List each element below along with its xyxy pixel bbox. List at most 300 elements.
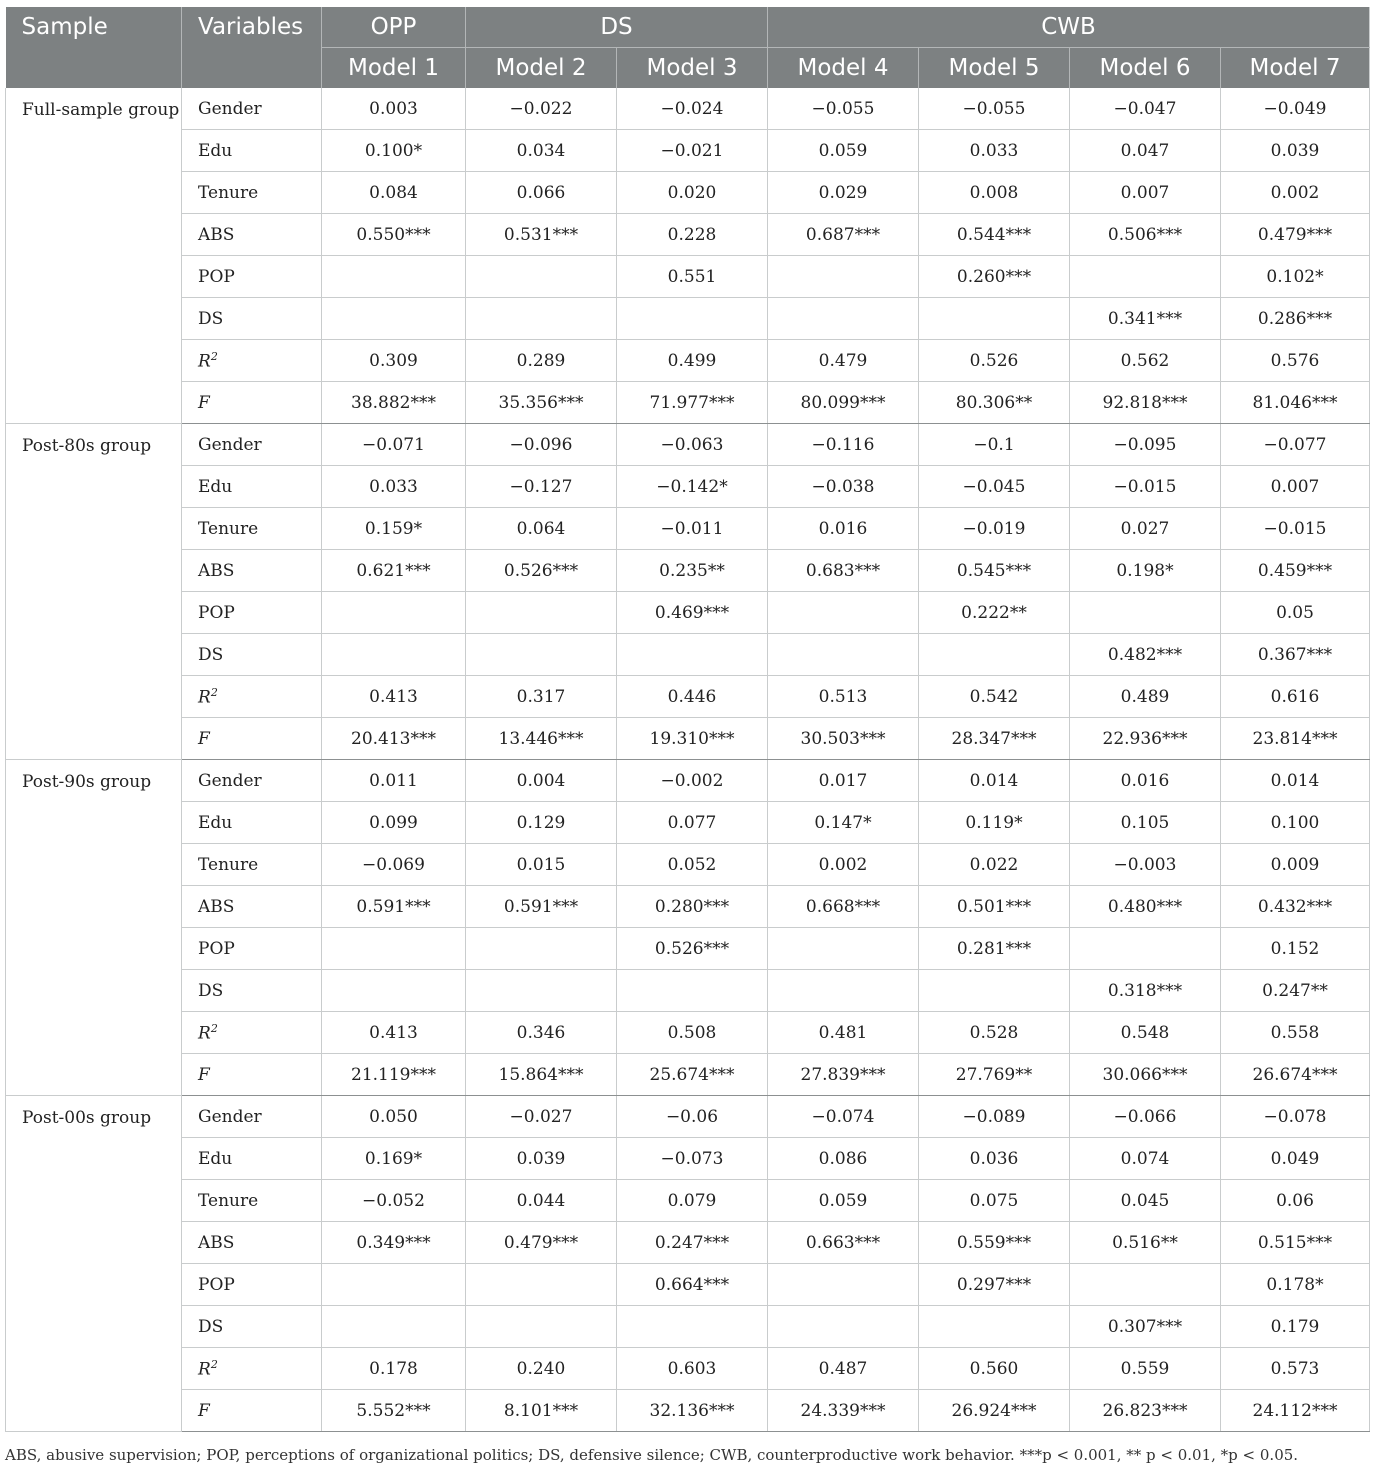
- value-cell: [466, 592, 617, 634]
- value-cell: 0.307***: [1070, 1306, 1221, 1348]
- value-cell: 80.306**: [919, 382, 1070, 424]
- value-cell: 0.119*: [919, 802, 1070, 844]
- value-cell: 27.839***: [768, 1054, 919, 1096]
- value-cell: 0.531***: [466, 214, 617, 256]
- value-cell: −0.074: [768, 1096, 919, 1138]
- value-cell: [1070, 928, 1221, 970]
- table-row: [6, 1180, 1370, 1222]
- value-cell: 0.469***: [617, 592, 768, 634]
- value-cell: 0.079: [617, 1180, 768, 1222]
- regression-table: [5, 7, 1370, 1432]
- sample-group-label: Post-80s group: [6, 424, 182, 760]
- value-cell: 0.559***: [919, 1222, 1070, 1264]
- variable-label: Edu: [182, 1138, 322, 1180]
- value-cell: [768, 1306, 919, 1348]
- value-cell: −0.1: [919, 424, 1070, 466]
- value-cell: 25.674***: [617, 1054, 768, 1096]
- value-cell: 0.513: [768, 676, 919, 718]
- value-cell: 0.034: [466, 130, 617, 172]
- value-cell: [322, 1264, 466, 1306]
- variable-label: $R^2$: [182, 340, 322, 382]
- value-cell: 13.446***: [466, 718, 617, 760]
- value-cell: [617, 1306, 768, 1348]
- value-cell: 30.066***: [1070, 1054, 1221, 1096]
- value-cell: [1070, 1264, 1221, 1306]
- value-cell: 0.664***: [617, 1264, 768, 1306]
- table-row: [6, 634, 1370, 676]
- value-cell: 0.515***: [1221, 1222, 1370, 1264]
- variable-label: POP: [182, 1264, 322, 1306]
- value-cell: −0.047: [1070, 88, 1221, 130]
- value-cell: 0.550***: [322, 214, 466, 256]
- value-cell: 0.045: [1070, 1180, 1221, 1222]
- value-cell: 0.014: [919, 760, 1070, 802]
- value-cell: 71.977***: [617, 382, 768, 424]
- value-cell: 0.616: [1221, 676, 1370, 718]
- value-cell: 0.280***: [617, 886, 768, 928]
- table-row: [6, 1054, 1370, 1096]
- value-cell: [466, 970, 617, 1012]
- value-cell: 0.100: [1221, 802, 1370, 844]
- variable-label: ABS: [182, 550, 322, 592]
- value-cell: 0.05: [1221, 592, 1370, 634]
- value-cell: 0.687***: [768, 214, 919, 256]
- value-cell: 0.004: [466, 760, 617, 802]
- variable-label: POP: [182, 928, 322, 970]
- value-cell: [1070, 592, 1221, 634]
- variable-label: DS: [182, 634, 322, 676]
- value-cell: 0.506***: [1070, 214, 1221, 256]
- value-cell: 81.046***: [1221, 382, 1370, 424]
- header-group-cwb: CWB: [768, 7, 1370, 48]
- value-cell: 0.432***: [1221, 886, 1370, 928]
- table-row: [6, 1222, 1370, 1264]
- value-cell: 0.479***: [1221, 214, 1370, 256]
- table-row: [6, 424, 1370, 466]
- value-cell: 20.413***: [322, 718, 466, 760]
- value-cell: 24.339***: [768, 1390, 919, 1432]
- table-row: [6, 1306, 1370, 1348]
- value-cell: 0.014: [1221, 760, 1370, 802]
- value-cell: −0.077: [1221, 424, 1370, 466]
- variable-label: $R^2$: [182, 1012, 322, 1054]
- value-cell: 0.349***: [322, 1222, 466, 1264]
- variable-label: DS: [182, 970, 322, 1012]
- table-row: [6, 844, 1370, 886]
- value-cell: 0.222**: [919, 592, 1070, 634]
- value-cell: 0.039: [1221, 130, 1370, 172]
- header-model-6: Model 6: [1070, 48, 1221, 89]
- table-row: [6, 1138, 1370, 1180]
- value-cell: 21.119***: [322, 1054, 466, 1096]
- value-cell: −0.096: [466, 424, 617, 466]
- value-cell: 0.178: [322, 1348, 466, 1390]
- value-cell: −0.015: [1221, 508, 1370, 550]
- table-row: [6, 970, 1370, 1012]
- value-cell: [919, 1306, 1070, 1348]
- value-cell: −0.027: [466, 1096, 617, 1138]
- sample-group-label: Full-sample group: [6, 88, 182, 424]
- value-cell: 0.084: [322, 172, 466, 214]
- variable-label: DS: [182, 298, 322, 340]
- table-row: [6, 130, 1370, 172]
- value-cell: 0.105: [1070, 802, 1221, 844]
- value-cell: 0.260***: [919, 256, 1070, 298]
- table-row: [6, 1348, 1370, 1390]
- value-cell: 0.228: [617, 214, 768, 256]
- value-cell: 0.029: [768, 172, 919, 214]
- value-cell: 0.011: [322, 760, 466, 802]
- variable-label: F: [182, 1054, 322, 1096]
- value-cell: 5.552***: [322, 1390, 466, 1432]
- value-cell: 0.100*: [322, 130, 466, 172]
- value-cell: −0.019: [919, 508, 1070, 550]
- table-row: [6, 1096, 1370, 1138]
- header-model-2: Model 2: [466, 48, 617, 89]
- value-cell: 0.020: [617, 172, 768, 214]
- table-row: [6, 340, 1370, 382]
- value-cell: 0.297***: [919, 1264, 1070, 1306]
- header-model-3: Model 3: [617, 48, 768, 89]
- variable-label: Gender: [182, 1096, 322, 1138]
- value-cell: −0.089: [919, 1096, 1070, 1138]
- table-row: [6, 382, 1370, 424]
- header-model-1: Model 1: [322, 48, 466, 89]
- variable-label: POP: [182, 592, 322, 634]
- value-cell: −0.038: [768, 466, 919, 508]
- header-model-5: Model 5: [919, 48, 1070, 89]
- value-cell: 80.099***: [768, 382, 919, 424]
- table-row: [6, 256, 1370, 298]
- value-cell: 0.317: [466, 676, 617, 718]
- value-cell: 0.562: [1070, 340, 1221, 382]
- value-cell: 0.576: [1221, 340, 1370, 382]
- table-row: [6, 1012, 1370, 1054]
- value-cell: 26.823***: [1070, 1390, 1221, 1432]
- value-cell: 22.936***: [1070, 718, 1221, 760]
- variable-label: Tenure: [182, 172, 322, 214]
- value-cell: [919, 298, 1070, 340]
- value-cell: 0.075: [919, 1180, 1070, 1222]
- variable-label: $R^2$: [182, 1348, 322, 1390]
- value-cell: 0.481: [768, 1012, 919, 1054]
- variable-label: F: [182, 718, 322, 760]
- variable-label: Tenure: [182, 1180, 322, 1222]
- value-cell: 0.480***: [1070, 886, 1221, 928]
- table-row: [6, 760, 1370, 802]
- value-cell: 0.077: [617, 802, 768, 844]
- variable-label: Gender: [182, 760, 322, 802]
- value-cell: 0.247**: [1221, 970, 1370, 1012]
- value-cell: 0.591***: [322, 886, 466, 928]
- value-cell: 0.099: [322, 802, 466, 844]
- variable-label: F: [182, 382, 322, 424]
- value-cell: 0.009: [1221, 844, 1370, 886]
- value-cell: 0.059: [768, 130, 919, 172]
- variable-label: Gender: [182, 88, 322, 130]
- value-cell: 0.102*: [1221, 256, 1370, 298]
- variable-label: Edu: [182, 466, 322, 508]
- value-cell: [322, 970, 466, 1012]
- value-cell: 0.147*: [768, 802, 919, 844]
- variable-label: Edu: [182, 802, 322, 844]
- value-cell: −0.002: [617, 760, 768, 802]
- value-cell: 0.247***: [617, 1222, 768, 1264]
- value-cell: 0.06: [1221, 1180, 1370, 1222]
- value-cell: −0.011: [617, 508, 768, 550]
- value-cell: 0.179: [1221, 1306, 1370, 1348]
- value-cell: 0.007: [1070, 172, 1221, 214]
- value-cell: 0.286***: [1221, 298, 1370, 340]
- table-row: [6, 676, 1370, 718]
- value-cell: 0.281***: [919, 928, 1070, 970]
- sample-group-label: Post-90s group: [6, 760, 182, 1096]
- value-cell: 24.112***: [1221, 1390, 1370, 1432]
- value-cell: 0.413: [322, 1012, 466, 1054]
- value-cell: [466, 1264, 617, 1306]
- value-cell: 0.064: [466, 508, 617, 550]
- value-cell: 0.526: [919, 340, 1070, 382]
- value-cell: 0.044: [466, 1180, 617, 1222]
- value-cell: 0.459***: [1221, 550, 1370, 592]
- value-cell: [1070, 256, 1221, 298]
- value-cell: −0.003: [1070, 844, 1221, 886]
- value-cell: 0.526***: [466, 550, 617, 592]
- value-cell: −0.022: [466, 88, 617, 130]
- value-cell: 15.864***: [466, 1054, 617, 1096]
- value-cell: 0.086: [768, 1138, 919, 1180]
- value-cell: 0.499: [617, 340, 768, 382]
- table-row: [6, 886, 1370, 928]
- value-cell: 0.235**: [617, 550, 768, 592]
- header-row-groups: [6, 7, 1370, 48]
- value-cell: 38.882***: [322, 382, 466, 424]
- value-cell: 0.489: [1070, 676, 1221, 718]
- value-cell: 0.022: [919, 844, 1070, 886]
- value-cell: 26.674***: [1221, 1054, 1370, 1096]
- value-cell: 0.007: [1221, 466, 1370, 508]
- value-cell: −0.015: [1070, 466, 1221, 508]
- value-cell: 0.074: [1070, 1138, 1221, 1180]
- value-cell: [768, 256, 919, 298]
- value-cell: 0.002: [1221, 172, 1370, 214]
- value-cell: 0.169*: [322, 1138, 466, 1180]
- variable-label: Edu: [182, 130, 322, 172]
- value-cell: 0.479***: [466, 1222, 617, 1264]
- table-body: [6, 88, 1370, 1432]
- value-cell: [466, 298, 617, 340]
- variable-label: ABS: [182, 886, 322, 928]
- value-cell: [617, 970, 768, 1012]
- value-cell: [322, 634, 466, 676]
- value-cell: 0.542: [919, 676, 1070, 718]
- value-cell: 0.668***: [768, 886, 919, 928]
- variable-label: ABS: [182, 1222, 322, 1264]
- value-cell: −0.055: [919, 88, 1070, 130]
- value-cell: 0.002: [768, 844, 919, 886]
- value-cell: 0.528: [919, 1012, 1070, 1054]
- value-cell: 0.516**: [1070, 1222, 1221, 1264]
- value-cell: −0.049: [1221, 88, 1370, 130]
- value-cell: 0.558: [1221, 1012, 1370, 1054]
- value-cell: 0.346: [466, 1012, 617, 1054]
- table-row: [6, 550, 1370, 592]
- variable-label: ABS: [182, 214, 322, 256]
- value-cell: −0.069: [322, 844, 466, 886]
- variable-label: Tenure: [182, 508, 322, 550]
- value-cell: 0.482***: [1070, 634, 1221, 676]
- value-cell: −0.052: [322, 1180, 466, 1222]
- value-cell: [919, 970, 1070, 1012]
- value-cell: −0.078: [1221, 1096, 1370, 1138]
- table-row: [6, 592, 1370, 634]
- value-cell: 35.356***: [466, 382, 617, 424]
- value-cell: 0.548: [1070, 1012, 1221, 1054]
- value-cell: [768, 634, 919, 676]
- value-cell: 0.551: [617, 256, 768, 298]
- value-cell: [919, 634, 1070, 676]
- value-cell: −0.073: [617, 1138, 768, 1180]
- header-model-7: Model 7: [1221, 48, 1370, 89]
- sample-group-label: Post-00s group: [6, 1096, 182, 1432]
- table-footnote: ABS, abusive supervision; POP, perceptions of organizational politics; DS, defensive silence; CWB, counterproductive work behavior. ***p < 0.001, ** p < 0.01, *p < 0.05.: [5, 1446, 1299, 1464]
- table-row: [6, 508, 1370, 550]
- value-cell: 0.033: [919, 130, 1070, 172]
- value-cell: [322, 1306, 466, 1348]
- value-cell: 0.309: [322, 340, 466, 382]
- table-row: [6, 214, 1370, 256]
- value-cell: 0.198*: [1070, 550, 1221, 592]
- table-row: [6, 1264, 1370, 1306]
- value-cell: [466, 256, 617, 298]
- header-variables: Variables: [182, 7, 322, 88]
- value-cell: −0.127: [466, 466, 617, 508]
- value-cell: −0.071: [322, 424, 466, 466]
- value-cell: 0.016: [768, 508, 919, 550]
- value-cell: [322, 928, 466, 970]
- value-cell: −0.021: [617, 130, 768, 172]
- value-cell: [768, 970, 919, 1012]
- value-cell: 0.159*: [322, 508, 466, 550]
- value-cell: 0.318***: [1070, 970, 1221, 1012]
- table-row: [6, 1390, 1370, 1432]
- value-cell: −0.06: [617, 1096, 768, 1138]
- value-cell: [617, 298, 768, 340]
- value-cell: 0.526***: [617, 928, 768, 970]
- value-cell: 0.560: [919, 1348, 1070, 1390]
- value-cell: 0.039: [466, 1138, 617, 1180]
- value-cell: 27.769**: [919, 1054, 1070, 1096]
- value-cell: 0.446: [617, 676, 768, 718]
- value-cell: −0.095: [1070, 424, 1221, 466]
- value-cell: 30.503***: [768, 718, 919, 760]
- value-cell: 0.240: [466, 1348, 617, 1390]
- value-cell: 0.052: [617, 844, 768, 886]
- value-cell: [768, 298, 919, 340]
- value-cell: 0.683***: [768, 550, 919, 592]
- variable-label: Tenure: [182, 844, 322, 886]
- value-cell: 0.508: [617, 1012, 768, 1054]
- value-cell: −0.142*: [617, 466, 768, 508]
- header-sample: Sample: [6, 7, 182, 88]
- table-row: [6, 802, 1370, 844]
- value-cell: 0.066: [466, 172, 617, 214]
- value-cell: 0.050: [322, 1096, 466, 1138]
- table-row: [6, 172, 1370, 214]
- value-cell: [768, 928, 919, 970]
- value-cell: 0.129: [466, 802, 617, 844]
- value-cell: [322, 256, 466, 298]
- value-cell: 0.544***: [919, 214, 1070, 256]
- value-cell: 0.017: [768, 760, 919, 802]
- table-row: [6, 466, 1370, 508]
- header-group-ds: DS: [466, 7, 768, 48]
- table-row: [6, 88, 1370, 130]
- table-row: [6, 928, 1370, 970]
- value-cell: 0.603: [617, 1348, 768, 1390]
- value-cell: 92.818***: [1070, 382, 1221, 424]
- value-cell: −0.055: [768, 88, 919, 130]
- value-cell: −0.024: [617, 88, 768, 130]
- value-cell: 0.015: [466, 844, 617, 886]
- value-cell: 8.101***: [466, 1390, 617, 1432]
- value-cell: 26.924***: [919, 1390, 1070, 1432]
- variable-label: POP: [182, 256, 322, 298]
- value-cell: [768, 1264, 919, 1306]
- value-cell: 0.559: [1070, 1348, 1221, 1390]
- value-cell: 32.136***: [617, 1390, 768, 1432]
- value-cell: 0.591***: [466, 886, 617, 928]
- value-cell: 0.047: [1070, 130, 1221, 172]
- value-cell: 0.289: [466, 340, 617, 382]
- value-cell: 0.027: [1070, 508, 1221, 550]
- value-cell: −0.066: [1070, 1096, 1221, 1138]
- value-cell: 0.341***: [1070, 298, 1221, 340]
- variable-label: $R^2$: [182, 676, 322, 718]
- regression-table-container: [5, 7, 1369, 1432]
- variable-label: F: [182, 1390, 322, 1432]
- value-cell: 0.008: [919, 172, 1070, 214]
- value-cell: [466, 634, 617, 676]
- value-cell: [466, 928, 617, 970]
- header-group-opp: OPP: [322, 7, 466, 48]
- value-cell: −0.116: [768, 424, 919, 466]
- table-row: [6, 298, 1370, 340]
- value-cell: 0.487: [768, 1348, 919, 1390]
- value-cell: 0.501***: [919, 886, 1070, 928]
- variable-label: Gender: [182, 424, 322, 466]
- value-cell: [617, 634, 768, 676]
- value-cell: 0.036: [919, 1138, 1070, 1180]
- value-cell: 0.049: [1221, 1138, 1370, 1180]
- value-cell: 0.059: [768, 1180, 919, 1222]
- value-cell: [466, 1306, 617, 1348]
- value-cell: 0.573: [1221, 1348, 1370, 1390]
- value-cell: 28.347***: [919, 718, 1070, 760]
- value-cell: 0.016: [1070, 760, 1221, 802]
- variable-label: DS: [182, 1306, 322, 1348]
- value-cell: 0.367***: [1221, 634, 1370, 676]
- header-model-4: Model 4: [768, 48, 919, 89]
- value-cell: 0.413: [322, 676, 466, 718]
- value-cell: 19.310***: [617, 718, 768, 760]
- value-cell: [322, 298, 466, 340]
- value-cell: 0.663***: [768, 1222, 919, 1264]
- value-cell: 0.479: [768, 340, 919, 382]
- value-cell: 0.621***: [322, 550, 466, 592]
- value-cell: 0.152: [1221, 928, 1370, 970]
- value-cell: [768, 592, 919, 634]
